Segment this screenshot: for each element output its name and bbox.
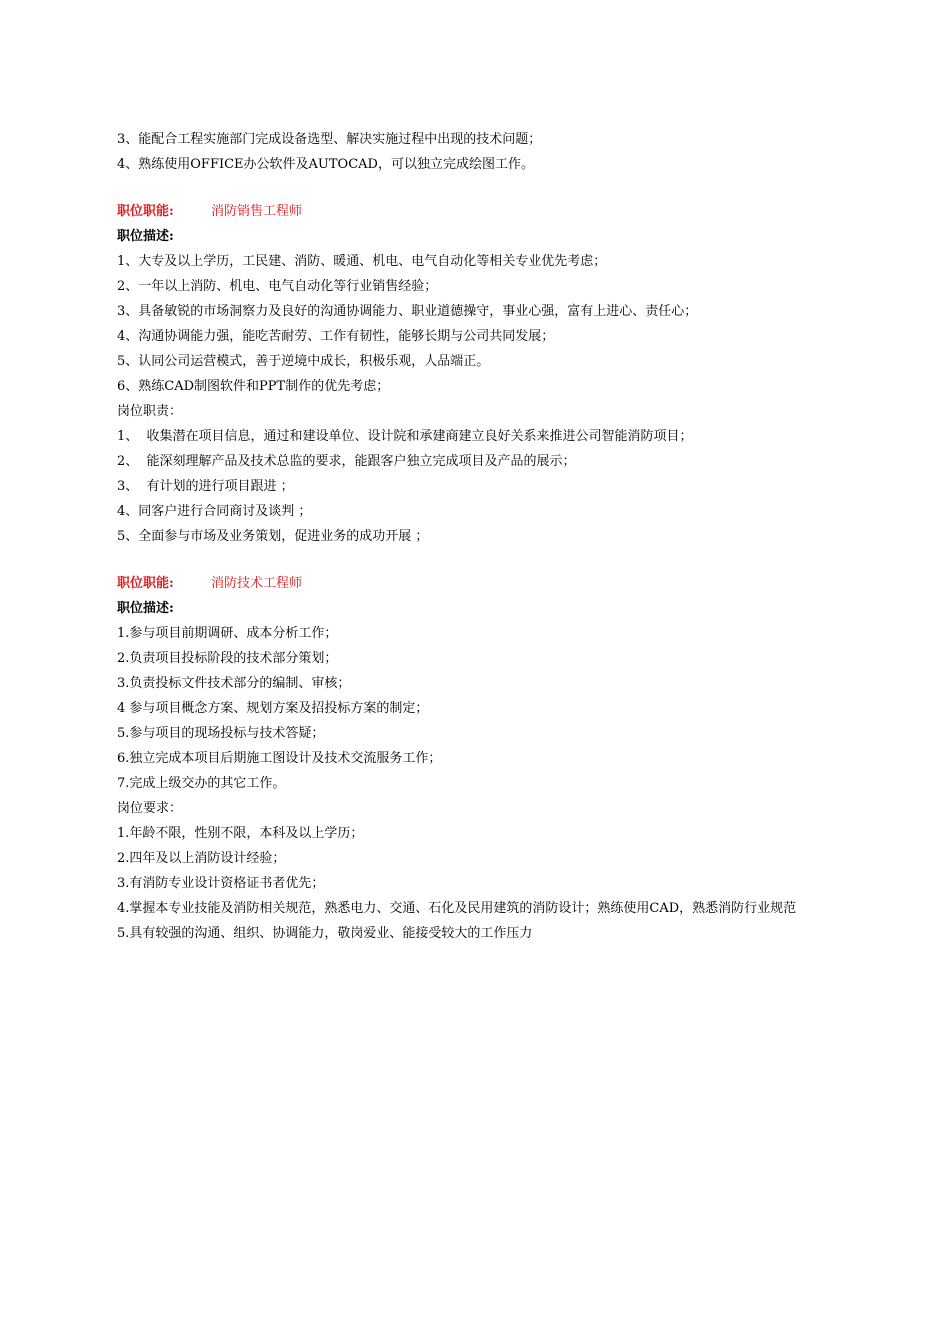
sales-duty-item: 3、 有计划的进行项目跟进 ； <box>117 479 294 494</box>
tech-req-item: 2.四年及以上消防设计经验； <box>117 851 286 866</box>
sales-duty-item: 5、全面参与市场及业务策划，促进业务的成功开展 ； <box>117 529 429 544</box>
sales-heading-label: 职位职能: <box>117 204 174 219</box>
sales-heading-value: 消防销售工程师 <box>211 204 303 219</box>
sales-duty-item: 2、 能深刻理解产品及技术总监的要求，能跟客户独立完成项目及产品的展示； <box>117 454 576 469</box>
tech-req-item: 3.有消防专业设计资格证书者优先； <box>117 876 325 891</box>
tech-req-item: 5.具有较强的沟通、组织、协调能力，敬岗爱业、能接受较大的工作压力 <box>117 926 533 941</box>
tech-section-heading <box>117 571 837 596</box>
sales-desc-title: 职位描述: <box>117 229 174 244</box>
sales-desc-item: 1、大专及以上学历，工民建、消防、暖通、机电、电气自动化等相关专业优先考虑； <box>117 254 607 269</box>
tech-desc-item: 6.独立完成本项目后期施工图设计及技术交流服务工作； <box>117 751 442 766</box>
sales-desc-item: 5、认同公司运营模式，善于逆境中成长，积极乐观，人品端正。 <box>117 354 490 369</box>
tech-heading-label: 职位职能: <box>117 576 174 591</box>
sales-duty-title: 岗位职责： <box>117 404 183 419</box>
intro-item-4: 4、熟练使用OFFICE办公软件及AUTOCAD，可以独立完成绘图工作。 <box>117 157 534 172</box>
sales-duty-item: 1、 收集潜在项目信息，通过和建设单位、设计院和承建商建立良好关系来推进公司智能消防项目； <box>117 429 693 444</box>
section-gap <box>117 549 837 571</box>
tech-req-item: 4.掌握本专业技能及消防相关规范，熟悉电力、交通、石化及民用建筑的消防设计；熟练使用CAD，熟悉消防行业规范 <box>117 901 797 916</box>
tech-desc-item: 1.参与项目前期调研、成本分析工作； <box>117 626 338 641</box>
tech-desc-item: 7.完成上级交办的其它工作。 <box>117 776 286 791</box>
tech-req-title: 岗位要求： <box>117 801 183 816</box>
sales-desc-item: 2、一年以上消防、机电、电气自动化等行业销售经验； <box>117 279 438 294</box>
document-content <box>117 127 837 946</box>
tech-heading-value: 消防技术工程师 <box>211 576 303 591</box>
tech-desc-item: 3.负责投标文件技术部分的编制、审核； <box>117 676 351 691</box>
sales-section-heading <box>117 199 837 224</box>
tech-desc-item: 4 参与项目概念方案、规划方案及招投标方案的制定； <box>117 701 429 716</box>
tech-desc-item: 5.参与项目的现场投标与技术答疑； <box>117 726 325 741</box>
tech-desc-item: 2.负责项目投标阶段的技术部分策划； <box>117 651 338 666</box>
sales-desc-item: 4、沟通协调能力强，能吃苦耐劳、工作有韧性，能够长期与公司共同发展； <box>117 329 555 344</box>
tech-desc-title: 职位描述: <box>117 601 174 616</box>
sales-duty-item: 4、同客户进行合同商讨及谈判 ； <box>117 504 312 519</box>
sales-desc-item: 3、具备敏锐的市场洞察力及良好的沟通协调能力、职业道德操守，事业心强，富有上进心、责任心； <box>117 304 698 319</box>
section-gap <box>117 177 837 199</box>
tech-req-item: 1.年龄不限，性别不限，本科及以上学历； <box>117 826 364 841</box>
sales-desc-item: 6、熟练CAD制图软件和PPT制作的优先考虑； <box>117 379 390 394</box>
intro-item-3: 3、能配合工程实施部门完成设备选型、解决实施过程中出现的技术问题； <box>117 132 542 147</box>
